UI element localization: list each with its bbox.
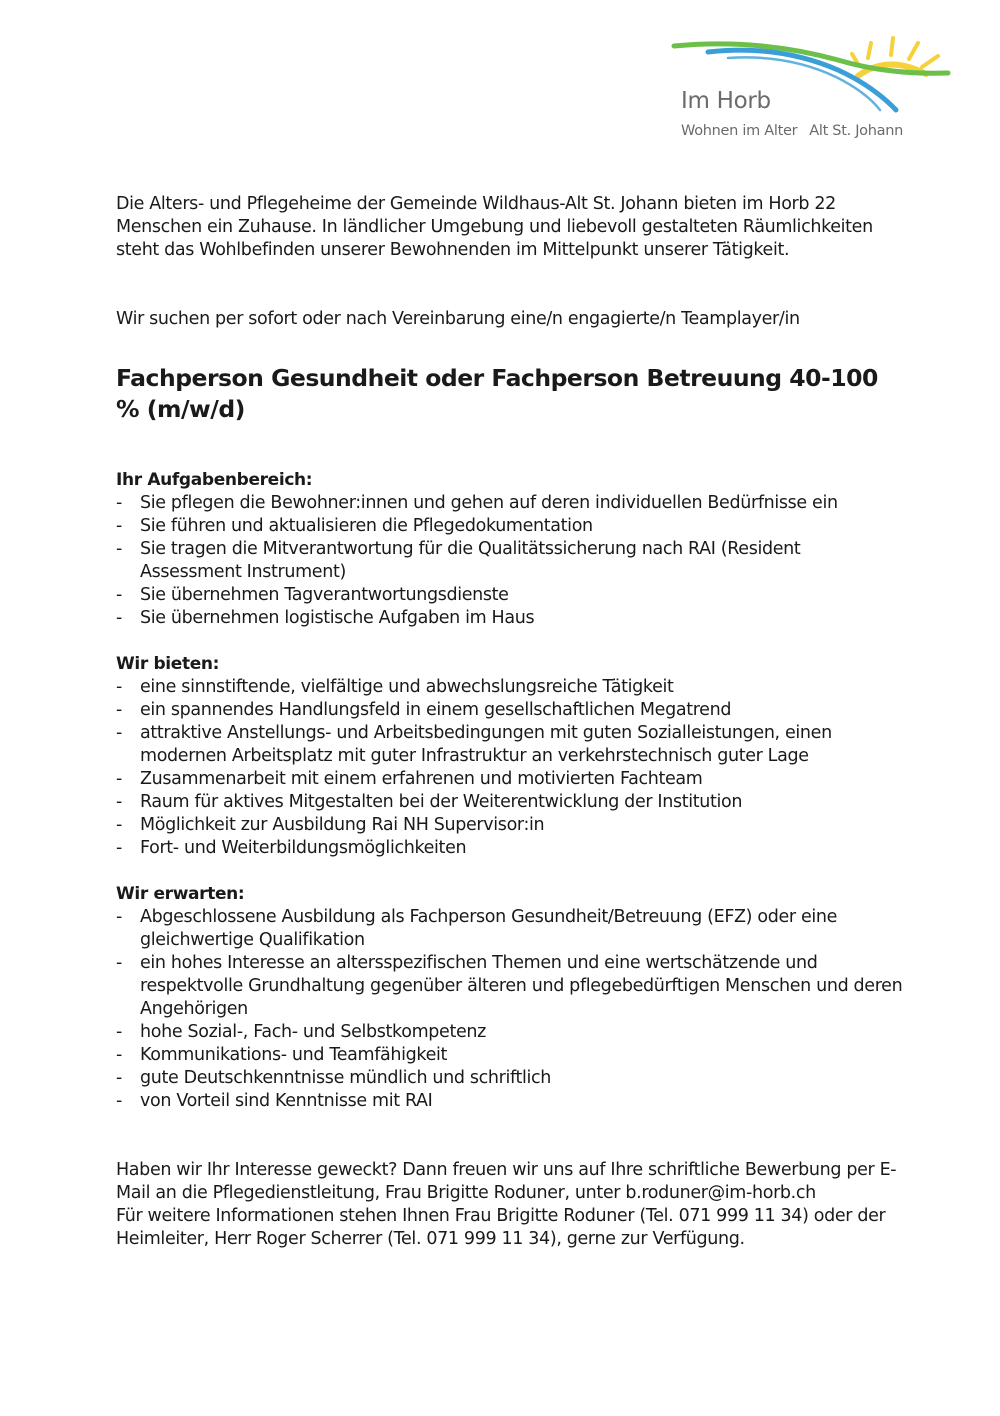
job-posting xyxy=(116,193,906,1251)
section-title: Ihr Aufgabenbereich: xyxy=(116,470,313,490)
section-tasks xyxy=(116,469,906,630)
list-item: - Sie tragen die Mitverantwortung für die Qualitätssicherung nach RAI (Resident Assessment Instrument) xyxy=(116,538,906,584)
logo-tagline-right: Alt St. Johann xyxy=(809,123,904,139)
list-item: - eine sinnstiftende, vielfältige und abwechslungsreiche Tätigkeit xyxy=(116,676,906,699)
offer-list xyxy=(116,676,906,860)
list-item: - Sie führen und aktualisieren die Pflegedokumentation xyxy=(116,515,906,538)
logo-tagline-left: Wohnen im Alter xyxy=(681,123,798,139)
intro-paragraph: Die Alters- und Pflegeheime der Gemeinde Wildhaus-Alt St. Johann bieten im Horb 22 Menschen ein Zuhause. In ländlicher Umgebung und liebevoll gestalteten Räumlichkeiten steht das Wohlbefinden unserer Bewohnenden im Mittelpunkt unserer Tätigkeit. xyxy=(116,194,873,260)
search-paragraph: Wir suchen per sofort oder nach Vereinbarung eine/n engagierte/n Teamplayer/in xyxy=(116,309,800,329)
expect-list xyxy=(116,906,906,1113)
section-title: Wir erwarten: xyxy=(116,884,245,904)
list-item: - Zusammenarbeit mit einem erfahrenen und motivierten Fachteam xyxy=(116,768,906,791)
list-item: - Sie übernehmen logistische Aufgaben im Haus xyxy=(116,607,906,630)
company-logo xyxy=(668,30,958,145)
contact-paragraph: Für weitere Informationen stehen Ihnen Frau Brigitte Roduner (Tel. 071 999 11 34) oder der Heimleiter, Herr Roger Scherrer (Tel. 071 999 11 34), gerne zur Verfügung. xyxy=(116,1206,886,1249)
list-item: - von Vorteil sind Kenntnisse mit RAI xyxy=(116,1090,906,1113)
list-item: - Abgeschlossene Ausbildung als Fachperson Gesundheit/Betreuung (EFZ) oder eine gleichwertige Qualifikation xyxy=(116,906,906,952)
list-item: - Kommunikations- und Teamfähigkeit xyxy=(116,1044,906,1067)
list-item: - Sie pflegen die Bewohner:innen und gehen auf deren individuellen Bedürfnisse ein xyxy=(116,492,906,515)
list-item: - hohe Sozial-, Fach- und Selbstkompetenz xyxy=(116,1021,906,1044)
task-list xyxy=(116,492,906,630)
logo-tagline xyxy=(681,123,903,139)
job-title: Fachperson Gesundheit oder Fachperson Betreuung 40-100 % (m/w/d) xyxy=(116,364,878,423)
list-item: - attraktive Anstellungs- und Arbeitsbedingungen mit guten Sozialleistungen, einen modernen Arbeitsplatz mit guter Infrastruktur an verkehrstechnisch guter Lage xyxy=(116,722,906,768)
list-item: - Fort- und Weiterbildungsmöglichkeiten xyxy=(116,837,906,860)
list-item: - gute Deutschkenntnisse mündlich und schriftlich xyxy=(116,1067,906,1090)
list-item: - Sie übernehmen Tagverantwortungsdienste xyxy=(116,584,906,607)
list-item: - Raum für aktives Mitgestalten bei der Weiterentwicklung der Institution xyxy=(116,791,906,814)
section-expect xyxy=(116,883,906,1113)
logo-name: Im Horb xyxy=(681,88,771,114)
section-title: Wir bieten: xyxy=(116,654,220,674)
list-item: - ein spannendes Handlungsfeld in einem gesellschaftlichen Megatrend xyxy=(116,699,906,722)
list-item: - ein hohes Interesse an altersspezifischen Themen und eine wertschätzende und respektvolle Grundhaltung gegenüber älteren und pflegebedürftigen Menschen und deren Angehörigen xyxy=(116,952,906,1021)
application-paragraph: Haben wir Ihr Interesse geweckt? Dann freuen wir uns auf Ihre schriftliche Bewerbung per E-Mail an die Pflegedienstleitung, Frau Brigitte Roduner, unter b.roduner@im-horb.ch xyxy=(116,1160,897,1203)
list-item: - Möglichkeit zur Ausbildung Rai NH Supervisor:in xyxy=(116,814,906,837)
section-offer xyxy=(116,653,906,860)
